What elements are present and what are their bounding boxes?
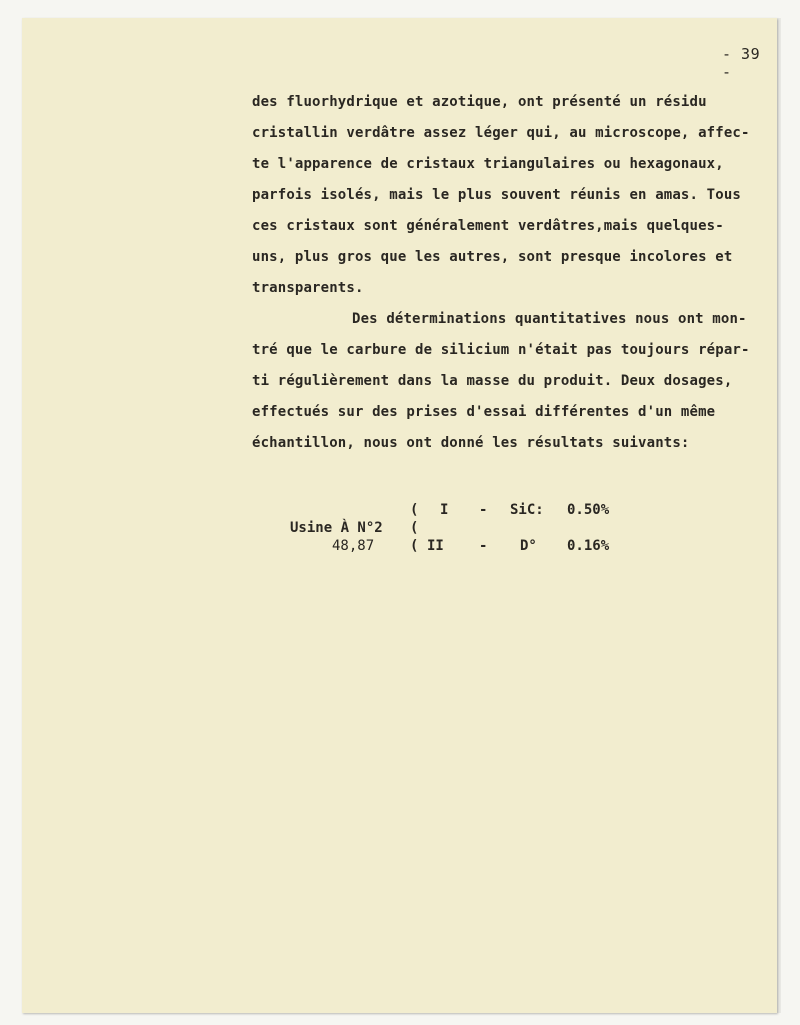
body-line-1: des fluorhydrique et azotique, ont présenté un résidu [252,94,707,110]
row-3-dash: - [479,538,488,554]
body-line-4: parfois isolés, mais le plus souvent réunis en amas. Tous [252,187,741,203]
sample-label: Usine À N°2 [290,520,383,536]
row-3-label: D° [520,538,537,554]
body-line-7: transparents. [252,280,364,296]
body-line-5: ces cristaux sont généralement verdâtres,mais quelques- [252,218,724,234]
row-3-paren: ( [410,538,419,554]
row-3-index: II [427,538,444,554]
row-1-dash: - [479,502,488,518]
row-3-value: 0.16% [567,538,610,554]
body-line-6: uns, plus gros que les autres, sont presque incolores et [252,249,733,265]
document-page [22,18,777,1013]
body-line-12: échantillon, nous ont donné les résultats suivants: [252,435,690,451]
row-1-value: 0.50% [567,502,610,518]
right-page-edge [777,18,781,1013]
body-line-8: Des déterminations quantitatives nous ont mon- [352,311,747,327]
body-line-9: tré que le carbure de silicium n'était pas toujours répar- [252,342,750,358]
body-line-3: te l'apparence de cristaux triangulaires ou hexagonaux, [252,156,724,172]
row-2-paren: ( [410,520,419,536]
row-1-index: I [440,502,449,518]
body-line-11: effectués sur des prises d'essai différentes d'un même [252,404,716,420]
body-line-2: cristallin verdâtre assez léger qui, au microscope, affec- [252,125,750,141]
row-1-label: SiC: [510,502,544,518]
page-number: - 39 - [722,45,761,81]
sample-number: 48,87 [332,538,375,554]
row-1-paren: ( [410,502,419,518]
body-line-10: ti régulièrement dans la masse du produit. Deux dosages, [252,373,733,389]
